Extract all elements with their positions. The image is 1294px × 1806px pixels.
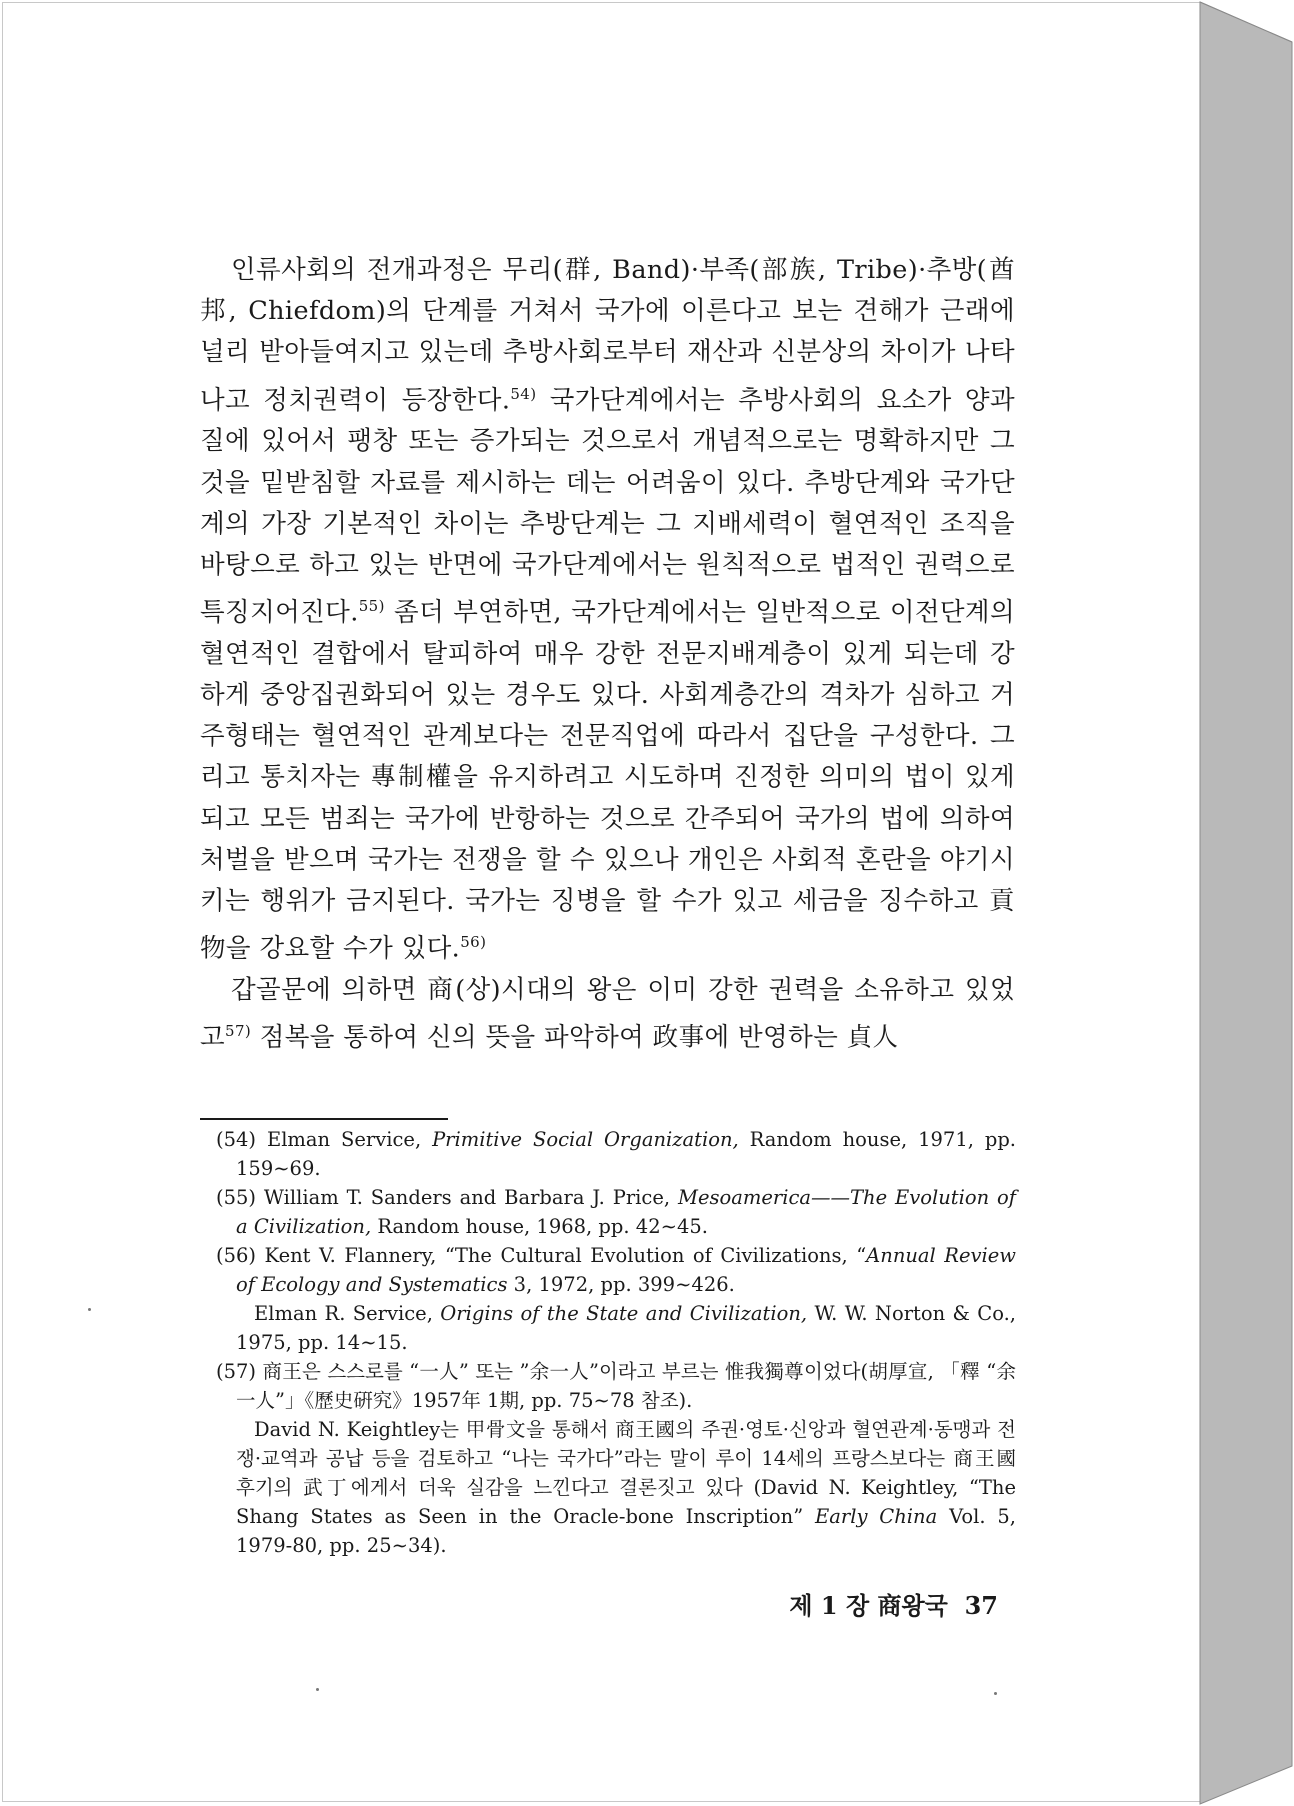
footnote-57-number: (57) <box>216 1360 257 1383</box>
scan-speck <box>994 1692 997 1695</box>
page-footer <box>758 1586 998 1621</box>
footnote-56 <box>216 1241 1016 1299</box>
paragraph-2-text: 갑골문에 의하면 商(상)시대의 왕은 이미 강한 권력을 소유하고 있었고 <box>200 974 1015 1053</box>
paragraph-1-text-b: 국가단계에서는 추방사회의 요소가 양과 질에 있어서 팽창 또는 증가되는 것으로서 개념적으로는 명확하지만 그것을 밑받침할 자료를 제시하는 데는 어려움이 있다. 추방단계와 국가단계의 가장 기본적인 차이는 추방단계는 그 지배세력이 혈연적인 조직을 바탕으로 하고 있는 반면에 국가단계에서는 원칙적으로 법적인 권력으로 특징지어진다. <box>200 385 1015 628</box>
footnote-57-text: 商王은 스스로를 “一人” 또는 ”余一人”이라고 부르는 惟我獨尊이었다(胡厚宣, 「釋 “余一人”」《歷史硏究》1957年 1期, pp. 75∼78 참조). <box>236 1360 1016 1412</box>
footnote-57b-text: David N. Keightley는 甲骨文을 통해서 商王國의 주권·영토·신앙과 혈연관계·동맹과 전쟁·교역과 공납 등을 검토하고 “나는 국가다”라는 말이 루이 14세의 프랑스보다는 商王國 후기의 武丁에게서 더욱 실감을 느낀다고 결론짓고 있다 (David N. Keightley, “The Shang States as Seen in the Oracle-bone Inscription” <box>236 1418 1016 1528</box>
footnote-57 <box>216 1357 1016 1415</box>
footnote-ref-56: 56) <box>460 933 487 952</box>
scan-speck <box>316 1688 319 1691</box>
footnote-56-journal: Annual Review of Ecology and Systematics <box>236 1244 1016 1296</box>
footnote-55-number: (55) <box>216 1186 257 1209</box>
footnote-56-text: Kent V. Flannery, “The Cultural Evolution of Civilizations, “ <box>264 1244 867 1267</box>
paragraph-1-text-c: 좀더 부연하면, 국가단계에서는 일반적으로 이전단계의 혈연적인 결합에서 탈피하여 매우 강한 전문지배계층이 있게 되는데 강하게 중앙집권화되어 있는 경우도 있다. 사회계층간의 격차가 심하고 거주형태는 혈연적인 관계보다는 전문직업에 따라서 집단을 구성한다. 그리고 통치자는 專制權을 유지하려고 시도하며 진정한 의미의 법이 있게 되고 모든 범죄는 국가에 반항하는 것으로 간주되어 국가의 법에 의하여 처벌을 받으며 국가는 전쟁을 할 수 있으나 개인은 사회적 혼란을 야기시키는 행위가 금지된다. 국가는 징병을 할 수가 있고 세금을 징수하고 貢物을 강요할 수가 있다. <box>200 597 1015 964</box>
footnote-57b-rest: Vol. 5, 1979-80, pp. 25∼34). <box>236 1505 1016 1557</box>
page-number: 37 <box>964 1591 998 1620</box>
footnote-54-rest: Random house, 1971, pp. 159∼69. <box>236 1128 1017 1180</box>
footnote-ref-54: 54) <box>510 384 537 403</box>
footnote-56-continued <box>216 1299 1016 1357</box>
scan-speck <box>88 1308 91 1311</box>
main-text <box>200 250 1015 1059</box>
footnote-55 <box>216 1183 1016 1241</box>
footnote-divider <box>200 1118 448 1120</box>
paragraph-1 <box>200 250 1015 970</box>
footnote-56b-author: Elman R. Service, <box>254 1302 441 1325</box>
footnote-56b-rest: W. W. Norton & Co., 1975, pp. 14∼15. <box>236 1302 1016 1354</box>
paragraph-2-text-b: 점복을 통하여 신의 뜻을 파악하여 政事에 반영하는 貞人 <box>251 1022 899 1053</box>
footnote-56b-title: Origins of the State and Civilization, <box>440 1302 808 1325</box>
footnotes <box>216 1125 1016 1560</box>
footnote-57-continued <box>216 1415 1016 1560</box>
footnote-54-number: (54) <box>216 1128 257 1151</box>
footnote-56-rest: 3, 1972, pp. 399∼426. <box>507 1273 735 1296</box>
footnote-ref-55: 55) <box>358 597 385 616</box>
footnote-54-title: Primitive Social Organization, <box>432 1128 739 1151</box>
footnote-57b-journal: Early China <box>815 1505 938 1528</box>
footnote-54-author: Elman Service, <box>266 1128 433 1151</box>
chapter-label: 제 1 장 商왕국 <box>789 1591 948 1620</box>
footnote-55-title: Mesoamerica——The Evolution of a Civilization, <box>236 1186 1016 1238</box>
footnote-ref-57: 57) <box>225 1022 252 1041</box>
footnote-56-number: (56) <box>216 1244 257 1267</box>
footnote-55-author: William T. Sanders and Barbara J. Price, <box>263 1186 678 1209</box>
footnote-54 <box>216 1125 1016 1183</box>
paragraph-1-text: 인류사회의 전개과정은 무리(群, Band)·부족(部族, Tribe)·추방(酋邦, Chiefdom)의 단계를 거쳐서 국가에 이른다고 보는 견해가 근래에 널리 받아들여지고 있는데 추방사회로부터 재산과 신분상의 차이가 나타나고 정치권력이 등장한다. <box>200 255 1015 416</box>
paragraph-2 <box>200 970 1015 1059</box>
footnote-55-rest: Random house, 1968, pp. 42∼45. <box>371 1215 708 1238</box>
